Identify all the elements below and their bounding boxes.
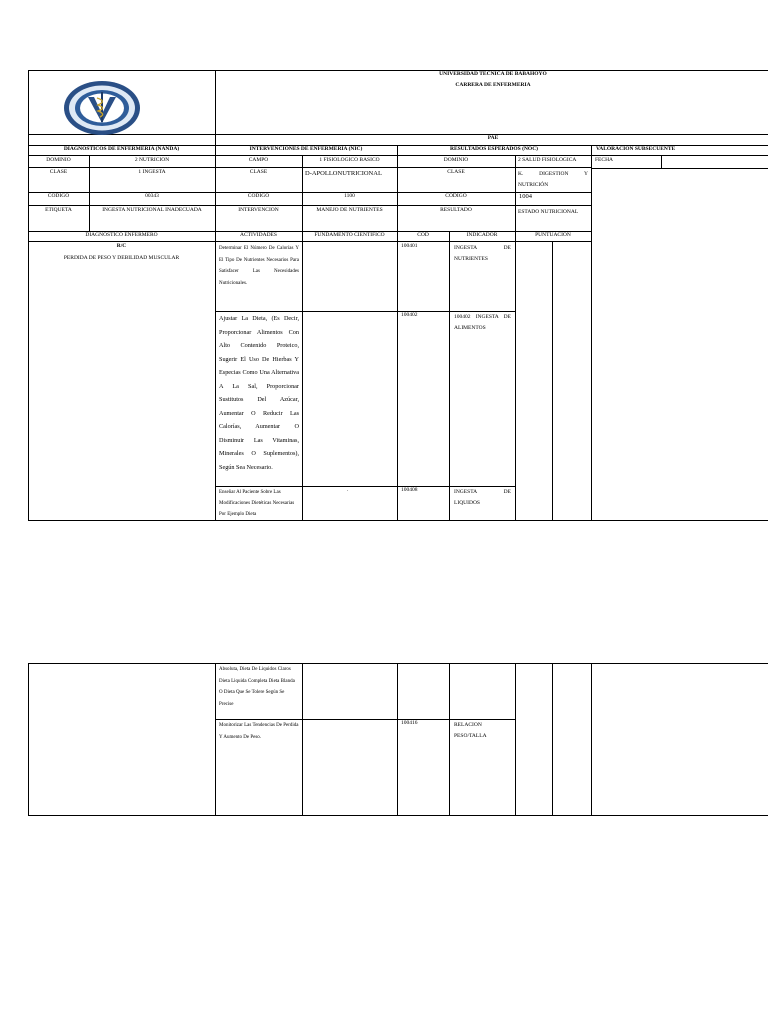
- career-name: CARRERA DE ENFERMERIA: [455, 82, 531, 88]
- nic-header: INTERVENCIONES DE ENFERMERIA (NIC): [249, 146, 363, 152]
- noc-header: RESULTADOS ESPERADOS (NOC): [449, 146, 539, 152]
- nanda-etiqueta-value: INGESTA NUTRICIONAL INADECUADA: [102, 207, 202, 213]
- nic-clase-label: CLASE: [249, 169, 268, 175]
- indicator-cod: 100416: [401, 720, 418, 726]
- fecha-label: FECHA: [595, 157, 614, 163]
- nanda-clase-value: 1 INGESTA: [138, 169, 166, 175]
- noc-dominio-label: DOMINIO: [443, 157, 469, 163]
- noc-clase-label: CLASE: [447, 169, 465, 175]
- rc-label: R/C: [116, 243, 127, 249]
- fundamento-label: FUNDAMENTO CIENTIFICO: [314, 232, 385, 238]
- noc-codigo-value: 1004: [519, 193, 532, 200]
- noc-codigo-label: CODIGO: [445, 193, 467, 199]
- nic-intervencion-value: MANEJO DE NUTRIENTES: [316, 207, 383, 213]
- indicator-cod: 100402: [401, 312, 418, 318]
- section-title: PAE: [487, 135, 499, 141]
- nic-clase-value: D-APOLLONUTRICIONAL: [305, 170, 382, 177]
- nanda-clase-label: CLASE: [49, 169, 68, 175]
- nanda-codigo-label: CODIGO: [47, 193, 70, 199]
- diagnostico-label: DIAGNOSTICO ENFERMERO: [85, 232, 158, 238]
- activity-item: Enseñar Al Paciente Sobre Las Modificaciones Dietéticas Necesarias Por Ejemplo Dieta: [219, 490, 295, 517]
- fundamento-value: .: [347, 487, 349, 493]
- indicator-cod: 100401: [401, 243, 418, 249]
- indicator-name: RELACION PESO/TALLA: [454, 722, 487, 739]
- activity-item: Absoluta, Dieta De Liquidos Claros Dieta Liquida Completa Dieta Blanda O Dieta Que Se Tolere Según Se Precise: [219, 667, 295, 707]
- university-name: UNIVERSIDAD TECNICA DE BABAHOYO: [439, 71, 547, 77]
- nic-intervencion-label: INTERVENCION: [238, 207, 279, 213]
- noc-dominio-value: 2 SALUD FISIOLOGICA: [518, 157, 577, 163]
- nanda-etiqueta-label: ETIQUETA: [45, 207, 72, 213]
- activity-item: Determinar El Número De Calorías Y El Tipo De Nutrientes Necesarios Para Satisfacer Las Necesidades Nutricionales.: [219, 246, 299, 286]
- nic-campo-label: CAMPO: [248, 157, 269, 163]
- activity-item: Monitorizar Las Tendencias De Perdida Y Aumento De Peso.: [219, 723, 299, 740]
- nanda-dominio-value: 2 NUTRICION: [134, 157, 170, 163]
- nanda-header: DIAGNOSTICOS DE ENFERMERIA (NANDA): [63, 146, 180, 152]
- indicator-cod: 100408: [401, 487, 418, 493]
- puntuacion-label: PUNTUACION: [535, 232, 571, 238]
- indicator-name: 100402 INGESTA DE ALIMENTOS: [454, 314, 511, 331]
- nic-codigo-label: CODIGO: [247, 193, 270, 199]
- noc-resultado-value: ESTADO NUTRICIONAL: [518, 209, 579, 215]
- nanda-codigo-value: 00343: [145, 193, 159, 199]
- activity-item: Ajustar La Dieta, (Es Decir, Proporcionar Alimentos Con Alto Contenido Proteico, Sugerir El Uso De Hierbas Y Especias Como Una Alternativa A La Sal, Proporcionar Sustitutos Del Azúcar, Aumentar O Reducir Las Calorías, Aumentar O Disminuir Las Vitaminas, Minerales O Suplementos), Según Sea Necesario.: [219, 315, 299, 471]
- actividades-label: ACTIVIDADES: [240, 232, 277, 238]
- noc-resultado-label: RESULTADO: [440, 207, 472, 213]
- diagnostico-value: PERDIDA DE PESO Y DEBILIDAD MUSCULAR: [63, 255, 180, 261]
- indicator-name: INGESTA DE LIQUIDOS: [454, 489, 511, 506]
- indicator-name: INGESTA DE NUTRIENTES: [454, 245, 511, 262]
- valoracion-header: VALORACION SUBSECUENTE: [596, 146, 676, 152]
- university-seal-logo: [62, 80, 142, 136]
- indicador-label: INDICADOR: [466, 232, 498, 238]
- cod-label: COD: [417, 232, 429, 238]
- nanda-dominio-label: DOMINIO: [46, 157, 71, 163]
- nic-codigo-value: 1100: [344, 193, 355, 199]
- noc-clase-value: K. DIGESTION Y NUTRICIÓN: [518, 171, 588, 188]
- nic-campo-value: 1 FISIOLOGICO BASICO: [319, 157, 380, 163]
